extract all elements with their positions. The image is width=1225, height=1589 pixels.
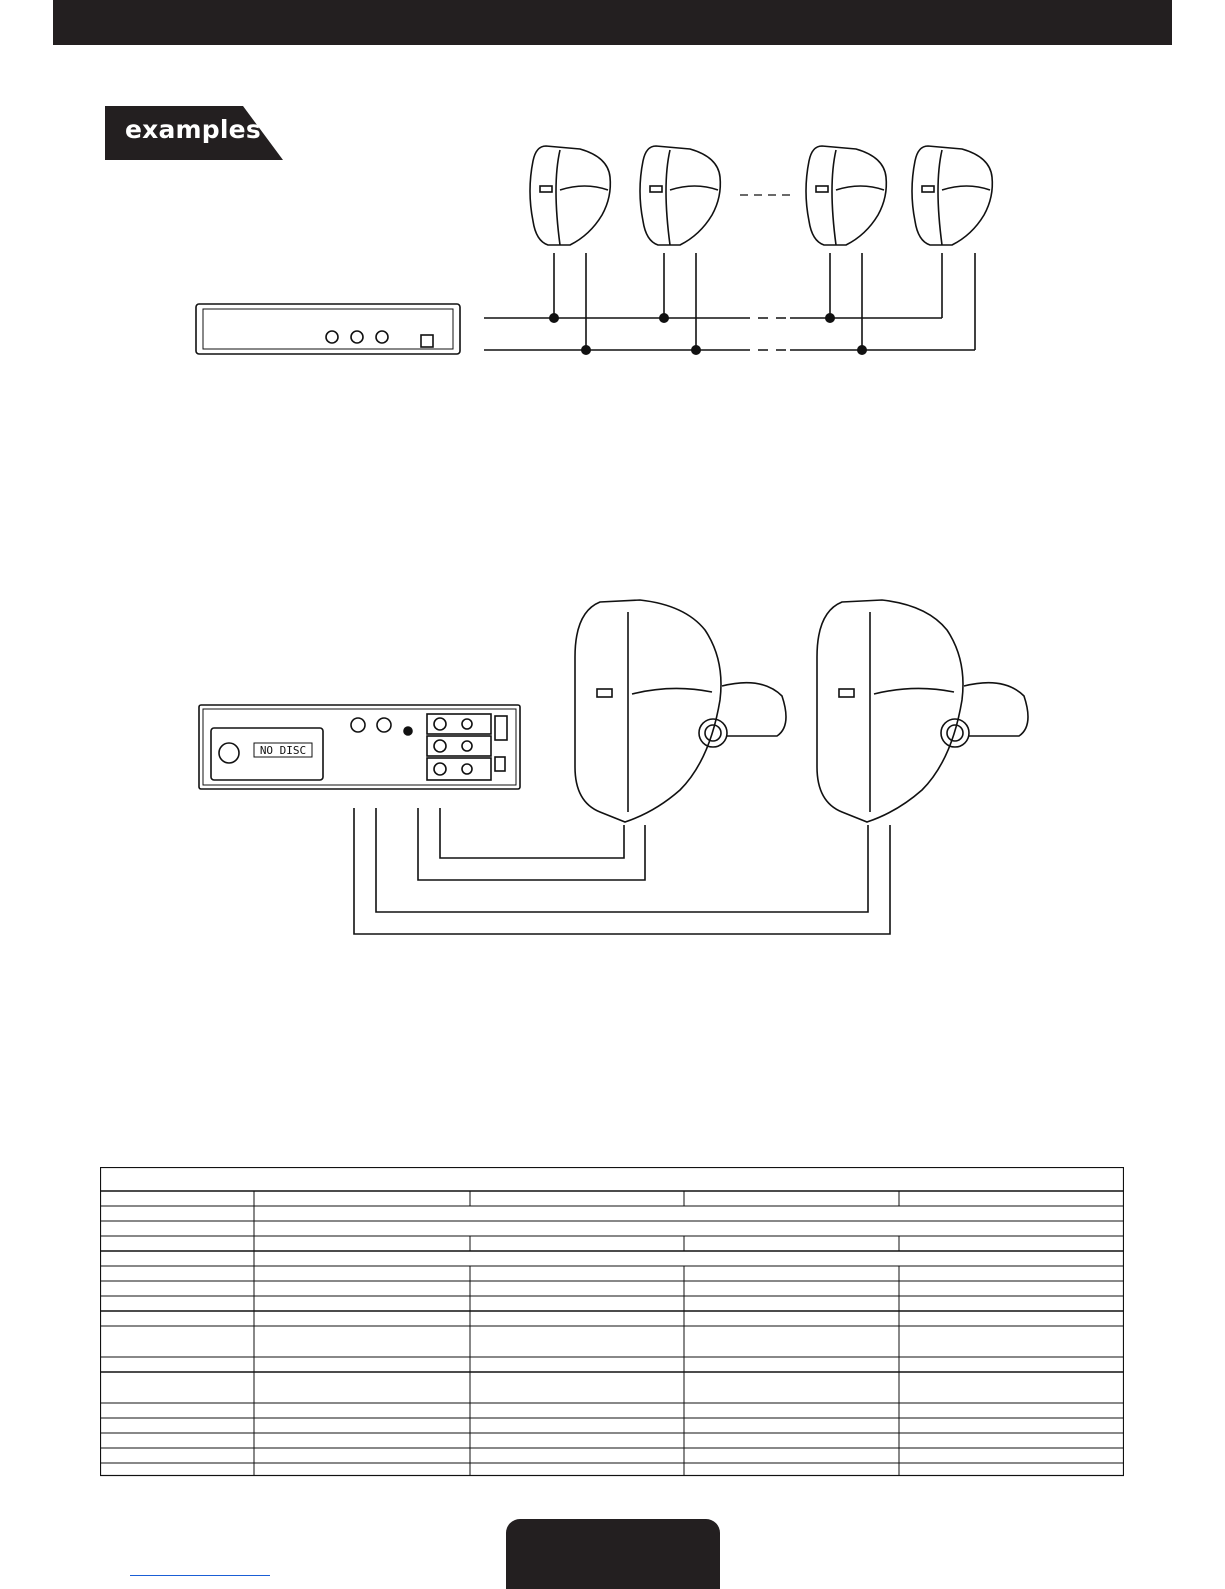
specifications-table (100, 1167, 1124, 1477)
page-number-tab (506, 1519, 720, 1589)
speaker-icon-large-2 (817, 600, 1028, 822)
footer-link[interactable] (130, 1575, 270, 1576)
device-display-text: NO DISC (259, 744, 307, 757)
section-title: examples (125, 115, 261, 144)
speaker-icon-large-1 (575, 600, 786, 822)
